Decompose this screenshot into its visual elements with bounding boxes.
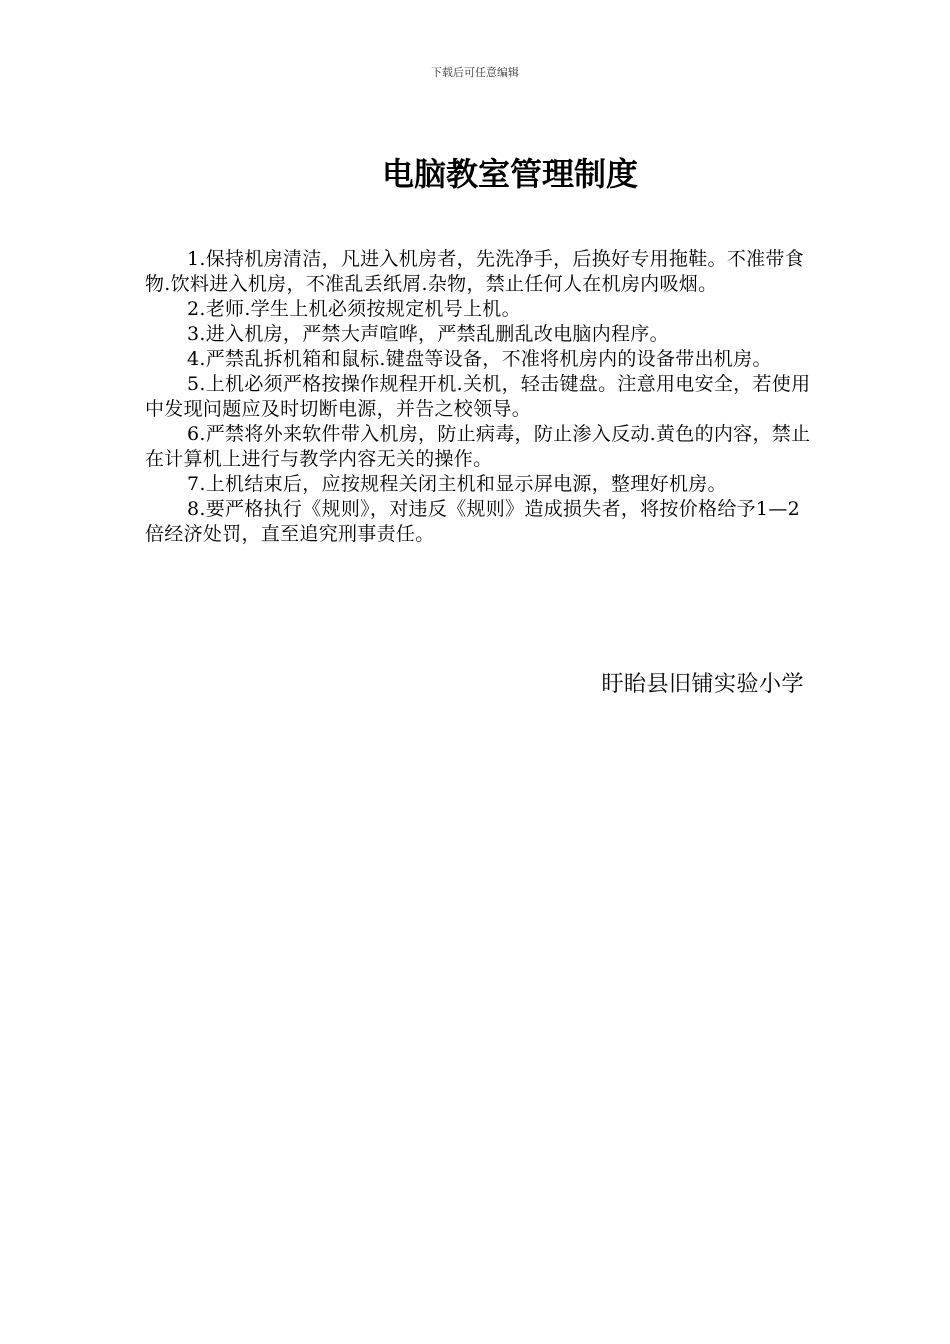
rule-item: 7.上机结束后，应按规程关闭主机和显示屏电源，整理好机房。 bbox=[187, 473, 727, 495]
school-signature: 盱眙县旧铺实验小学 bbox=[601, 672, 804, 697]
rule-item: 8.要严格执行《规则》，对违反《规则》造成损失者，将按价格给予1—2倍经济处罚，直至追究刑事责任。 bbox=[145, 498, 801, 545]
header-note: 下载后可任意编辑 bbox=[431, 66, 519, 79]
rule-item: 6.严禁将外来软件带入机房，防止病毒，防止渗入反动.黄色的内容，禁止在计算机上进行与教学内容无关的操作。 bbox=[145, 423, 811, 470]
document-title: 电脑教室管理制度 bbox=[381, 155, 638, 193]
rule-item: 1.保持机房清洁，凡进入机房者，先洗净手，后换好专用拖鞋。不准带食物.饮料进入机房，不准乱丢纸屑.杂物，禁止任何人在机房内吸烟。 bbox=[145, 248, 805, 295]
rule-item: 2.老师.学生上机必须按规定机号上机。 bbox=[187, 298, 521, 320]
rule-item: 4.严禁乱拆机箱和鼠标.键盘等设备，不准将机房内的设备带出机房。 bbox=[187, 348, 772, 370]
rule-item: 3.进入机房，严禁大声喧哗，严禁乱删乱改电脑内程序。 bbox=[187, 323, 669, 345]
rule-item: 5.上机必须严格按操作规程开机.关机，轻击键盘。注意用电安全，若使用中发现问题应及时切断电源，并告之校领导。 bbox=[145, 373, 811, 420]
rules-list bbox=[145, 247, 817, 547]
